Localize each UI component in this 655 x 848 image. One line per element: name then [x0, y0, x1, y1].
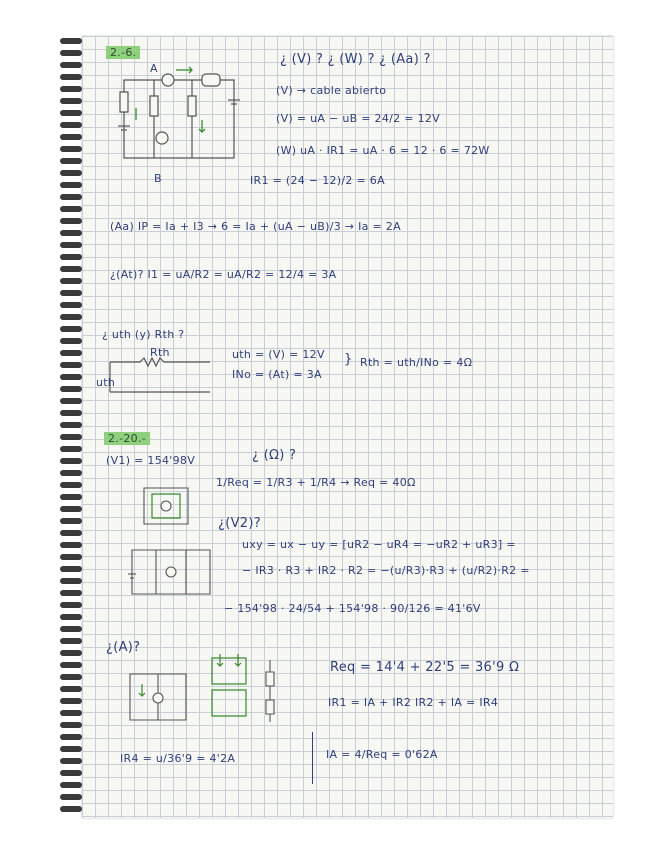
spiral-ring — [60, 734, 82, 740]
spiral-ring — [60, 410, 82, 416]
uxy-line-1: uxy = ux − uy = [uR2 − uR4 = −uR2 + uR3] = — [242, 538, 516, 551]
v-equation: (V) = uA − uB = 24/2 = 12V — [276, 112, 440, 125]
spiral-ring — [60, 50, 82, 56]
ir1-equation: IR1 = (24 − 12)/2 = 6A — [250, 174, 385, 187]
spiral-ring — [60, 98, 82, 104]
node-label-a: A — [150, 62, 158, 75]
spiral-ring — [60, 146, 82, 152]
section1-questions: ¿ (V) ? ¿ (W) ? ¿ (Aa) ? — [280, 52, 431, 67]
v1-value: (V1) = 154'98V — [106, 454, 196, 467]
rth-label: Rth — [150, 346, 170, 359]
req-parallel-equation: 1/Req = 1/R3 + 1/R4 → Req = 40Ω — [216, 476, 416, 489]
ir4-equation: IR4 = u/36'9 = 4'2A — [120, 752, 236, 765]
spiral-ring — [60, 206, 82, 212]
spiral-ring — [60, 110, 82, 116]
vertical-divider — [312, 732, 313, 784]
spiral-ring — [60, 578, 82, 584]
v2-question: ¿(V2)? — [218, 516, 261, 531]
spiral-ring — [60, 674, 82, 680]
spiral-ring — [60, 182, 82, 188]
current-relations: IR1 = IA + IR2 IR2 + IA = IR4 — [328, 696, 499, 709]
spiral-ring — [60, 434, 82, 440]
spiral-ring — [60, 194, 82, 200]
v-note: (V) → cable abierto — [276, 84, 387, 97]
problem-tag-2-6: 2.-6. — [106, 46, 140, 59]
spiral-ring — [60, 446, 82, 452]
spiral-ring — [60, 302, 82, 308]
spiral-ring — [60, 158, 82, 164]
spiral-ring — [60, 518, 82, 524]
spiral-ring — [60, 242, 82, 248]
spiral-ring — [60, 278, 82, 284]
spiral-ring — [60, 122, 82, 128]
spiral-ring — [60, 230, 82, 236]
uth-equation: uth = (V) = 12V — [232, 348, 325, 361]
spiral-ring — [60, 626, 82, 632]
spiral-ring — [60, 62, 82, 68]
spiral-ring — [60, 590, 82, 596]
spiral-ring — [60, 398, 82, 404]
ia-equation: IA = 4/Req = 0'62A — [326, 748, 438, 761]
spiral-ring — [60, 254, 82, 260]
spiral-ring — [60, 386, 82, 392]
spiral-ring — [60, 38, 82, 44]
spiral-ring — [60, 758, 82, 764]
spiral-ring — [60, 74, 82, 80]
spiral-ring — [60, 650, 82, 656]
circuit-diagram-2a — [138, 482, 194, 530]
spiral-ring — [60, 374, 82, 380]
node-label-b: B — [154, 172, 162, 185]
spiral-ring — [60, 746, 82, 752]
spiral-ring — [60, 326, 82, 332]
graph-paper-sheet — [82, 36, 613, 818]
spiral-ring — [60, 806, 82, 812]
rth-equation: Rth = uth/INo = 4Ω — [360, 356, 473, 369]
spiral-ring — [60, 554, 82, 560]
spiral-ring — [60, 542, 82, 548]
spiral-ring — [60, 470, 82, 476]
spiral-ring — [60, 422, 82, 428]
spiral-ring — [60, 506, 82, 512]
uth-label: uth — [96, 376, 116, 389]
spiral-ring — [60, 722, 82, 728]
circuit-diagram-2b — [126, 544, 216, 600]
spiral-ring — [60, 794, 82, 800]
spiral-ring — [60, 638, 82, 644]
problem-tag-2-20: 2.-20.- — [104, 432, 150, 445]
circuit-diagram-1 — [112, 60, 242, 180]
spiral-ring — [60, 662, 82, 668]
spiral-ring — [60, 614, 82, 620]
brace: } — [344, 352, 353, 367]
spiral-ring — [60, 338, 82, 344]
spiral-ring — [60, 350, 82, 356]
req-series-equation: Req = 14'4 + 22'5 = 36'9 Ω — [330, 660, 520, 675]
spiral-ring — [60, 710, 82, 716]
omega-question: ¿ (Ω) ? — [252, 448, 297, 463]
spiral-ring — [60, 602, 82, 608]
spiral-ring — [60, 482, 82, 488]
ino-equation: INo = (At) = 3A — [232, 368, 322, 381]
spiral-ring — [60, 266, 82, 272]
spiral-ring — [60, 566, 82, 572]
spiral-ring — [60, 458, 82, 464]
thevenin-question: ¿ uth (y) Rth ? — [102, 328, 185, 341]
spiral-ring — [60, 494, 82, 500]
spiral-ring — [60, 530, 82, 536]
spiral-ring — [60, 782, 82, 788]
aa-equation: (Aa) IP = Ia + I3 → 6 = Ia + (uA − uB)/3 → Ia = 2A — [110, 220, 401, 233]
spiral-ring — [60, 134, 82, 140]
spiral-ring — [60, 362, 82, 368]
spiral-ring — [60, 170, 82, 176]
uxy-line-3: − 154'98 · 24/54 + 154'98 · 90/126 = 41'6V — [224, 602, 481, 615]
spiral-ring — [60, 218, 82, 224]
spiral-ring — [60, 698, 82, 704]
spiral-ring — [60, 770, 82, 776]
spiral-ring — [60, 86, 82, 92]
at-equation: ¿(At)? I1 = uA/R2 = uA/R2 = 12/4 = 3A — [110, 268, 337, 281]
a-question: ¿(A)? — [106, 640, 141, 655]
spiral-ring — [60, 290, 82, 296]
spiral-ring — [60, 686, 82, 692]
uxy-line-2: − IR3 · R3 + IR2 · R2 = −(u/R3)·R3 + (u/R2)·R2 = — [242, 564, 530, 577]
notebook-spiral — [60, 38, 84, 818]
circuit-diagram-2c — [122, 650, 282, 730]
spiral-ring — [60, 314, 82, 320]
w-equation: (W) uA · IR1 = uA · 6 = 12 · 6 = 72W — [276, 144, 490, 157]
